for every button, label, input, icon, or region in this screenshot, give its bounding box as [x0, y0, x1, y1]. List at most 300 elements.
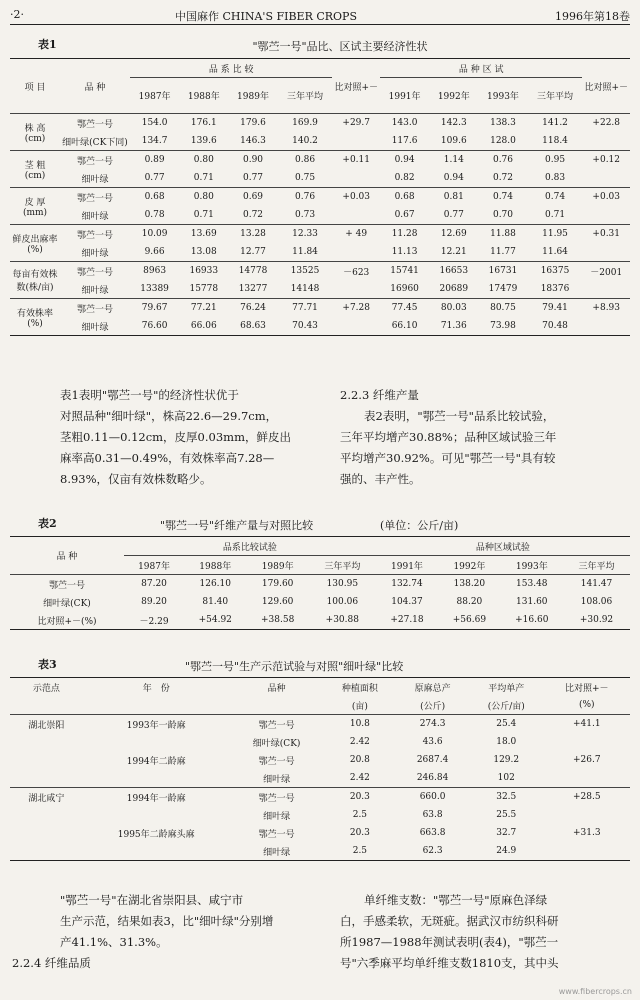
t1-cell: 11.88 [490, 229, 516, 239]
t1-cell [332, 243, 380, 262]
table-row [10, 575, 630, 594]
t1-cell: 77.21 [190, 303, 217, 313]
t2-cell: 131.60 [516, 597, 548, 607]
t1-cell: 12.21 [440, 247, 467, 257]
t2-cell: +54.92 [198, 615, 232, 625]
t1-cell: 0.71 [193, 210, 214, 220]
t1-compare2: 比对照+－ [584, 82, 628, 93]
t1-cell: 138.3 [490, 118, 516, 128]
t3-cell: 663.8 [419, 828, 446, 838]
text-line: 平均增产30.92%。可见"鄂苎一号"具有较 [340, 451, 556, 465]
t1-cell: 70.43 [292, 321, 318, 331]
t1-cell: 66.10 [391, 321, 418, 331]
t2-year: 三年平均 [578, 561, 615, 572]
t1-cell: 77.45 [391, 303, 418, 313]
t1-cell: 0.94 [394, 155, 415, 165]
t3-cell: 32.7 [496, 828, 517, 838]
t1-year: 1992年 [437, 92, 470, 102]
t1-cell: +0.03 [592, 192, 621, 202]
t2-cell: 153.48 [516, 579, 548, 589]
t1-cell: 9.66 [144, 247, 165, 257]
section-heading: 2.2.4 纤维品质 [12, 956, 91, 970]
t1-cell: 16731 [488, 266, 518, 276]
table-row [10, 299, 630, 318]
t3-cell: 1993年一龄麻 [126, 720, 186, 731]
t1-col-item: 项 目 [24, 82, 46, 93]
t1-cell: 176.1 [190, 118, 217, 128]
t1-cell: 0.89 [144, 155, 165, 165]
t3-cell [10, 733, 83, 751]
running-header [10, 6, 630, 25]
text-line: 8.93%，仅亩有效株数略少。 [60, 472, 212, 486]
t2-year: 三年平均 [324, 561, 361, 572]
t3-cell [83, 769, 230, 788]
t1-compare1: 比对照+－ [334, 82, 378, 93]
t1-item-name: 有效株率 [16, 308, 53, 319]
t1-cell: 0.72 [242, 210, 264, 220]
table2-label: 表2 [38, 517, 57, 530]
t3-cell: 660.0 [419, 792, 446, 802]
t3-header: 年 份 [142, 683, 170, 694]
t1-cell [332, 280, 380, 299]
t1-avg: 三年平均 [287, 92, 324, 102]
t1-year: 1993年 [487, 92, 519, 102]
t1-cell: +8.93 [592, 303, 621, 313]
text-line: 产41.1%、31.3%。 [60, 935, 168, 949]
t1-variety: 细叶绿(CK下同) [62, 137, 128, 148]
t1-cell: 80.03 [440, 303, 467, 313]
table-row [10, 842, 630, 861]
table-row [10, 280, 630, 299]
t2-cell: +56.69 [452, 615, 487, 625]
t3-cell [10, 824, 83, 842]
t1-item-name: 皮 厚 [24, 197, 46, 208]
t3-cell: 2.5 [352, 810, 368, 820]
t1-cell: 12.33 [292, 229, 318, 239]
t1-year: 1987年 [138, 92, 171, 102]
t1-cell: 1.14 [443, 155, 464, 165]
table-row [10, 243, 630, 262]
t2-cell: +30.92 [579, 615, 614, 625]
t1-cell: 142.3 [440, 118, 467, 128]
t3-cell: 18.0 [496, 737, 517, 747]
t1-cell: 20689 [439, 284, 469, 294]
t1-variety: 鄂苎一号 [76, 304, 113, 315]
t1-cell [332, 169, 380, 188]
t1-cell: 15778 [189, 284, 219, 294]
t2-cell: 89.20 [141, 597, 167, 607]
t3-subheader [83, 696, 230, 715]
t1-item-unit: (cm) [24, 133, 46, 144]
t1-cell: 16375 [540, 266, 570, 276]
t1-cell: 140.2 [292, 136, 318, 146]
t2-year: 1991年 [391, 561, 423, 572]
t1-item-unit: (cm) [24, 170, 46, 181]
t3-cell: 2.42 [349, 737, 370, 747]
t3-cell: 43.6 [422, 737, 443, 747]
t3-cell: 细叶绿 [263, 774, 291, 785]
t3-cell [10, 751, 83, 769]
t1-cell: 146.3 [240, 136, 266, 146]
t2-cell: 126.10 [199, 579, 231, 589]
t2-cell: 88.20 [456, 597, 483, 607]
t1-cell: 143.0 [391, 118, 418, 128]
table-row [10, 225, 630, 244]
t3-cell: 细叶绿 [263, 847, 291, 858]
t2-cell: 138.20 [453, 579, 486, 589]
t2-year: 1988年 [199, 561, 232, 572]
t1-cell: 79.67 [141, 303, 168, 313]
t1-variety: 鄂苎一号 [76, 156, 113, 167]
t1-cell: 11.95 [542, 229, 568, 239]
text-line: 强的、丰产性。 [340, 472, 421, 486]
text-line: 三年平均增产30.88%；品种区域试验三年 [340, 430, 557, 444]
t3-header: 示范点 [32, 683, 60, 694]
table-row [10, 151, 630, 170]
table3 [10, 677, 630, 861]
t3-cell: 1995年二龄麻头麻 [117, 829, 195, 840]
t2-year: 1987年 [138, 561, 170, 572]
t3-cell: +28.5 [572, 792, 601, 802]
t1-cell: 14148 [290, 284, 320, 294]
t3-cell [544, 806, 630, 824]
t1-cell: 12.77 [240, 247, 266, 257]
t1-cell: +7.28 [342, 303, 370, 313]
t2-cell: +16.60 [515, 615, 549, 625]
t1-cell: 13389 [140, 284, 169, 294]
t1-cell: －623 [343, 267, 370, 278]
t2-cell: +30.88 [325, 615, 359, 625]
t1-cell: 0.74 [545, 192, 566, 202]
t1-cell: 0.95 [545, 155, 566, 165]
t1-variety: 细叶绿 [81, 248, 109, 259]
t1-year: 1991年 [388, 92, 421, 102]
t1-cell: +0.31 [592, 229, 621, 239]
t3-header: 原麻总产 [414, 683, 451, 694]
t1-cell: 13.08 [190, 247, 217, 257]
t3-cell: 20.8 [349, 755, 370, 765]
t1-cell: 134.7 [141, 136, 168, 146]
issue-info: 1996年第18卷 [555, 10, 630, 23]
t1-cell: 13525 [290, 266, 320, 276]
t1-cell [582, 206, 630, 225]
t1-item [10, 225, 60, 262]
t2-group2: 品种区域试验 [376, 537, 630, 556]
text-line: 表1表明"鄂苎一号"的经济性状优于 [60, 388, 239, 402]
t1-cell: 0.73 [295, 210, 316, 220]
t3-cell: 鄂苎一号 [258, 793, 295, 804]
table-row [10, 593, 630, 611]
t1-cell: 179.6 [240, 118, 266, 128]
page-number: ·2· [10, 8, 24, 21]
t1-cell: 0.80 [193, 155, 214, 165]
t3-cell: 20.3 [349, 828, 370, 838]
t1-variety: 鄂苎一号 [76, 230, 113, 241]
table-row [10, 733, 630, 751]
text-line: 生产示范，结果如表3，比"细叶绿"分别增 [60, 914, 274, 928]
t1-cell: 13277 [238, 284, 268, 294]
t1-variety: 鄂苎一号 [76, 119, 113, 130]
table1-label: 表1 [38, 38, 57, 51]
t1-cell: 10.09 [141, 229, 168, 239]
t1-cell: 109.6 [440, 136, 467, 146]
t1-variety: 细叶绿 [81, 174, 109, 185]
t1-cell [332, 317, 380, 336]
t1-item-unit: (%) [27, 318, 43, 329]
t1-item [10, 299, 60, 336]
t1-item-unit: (mm) [22, 207, 48, 218]
t3-cell: 62.3 [422, 846, 443, 856]
table-row [10, 769, 630, 788]
table-row [10, 169, 630, 188]
t1-group1: 品 系 比 较 [130, 59, 332, 78]
t1-cell [582, 243, 630, 262]
t1-cell: 0.75 [295, 173, 316, 183]
t1-variety: 细叶绿 [81, 322, 109, 333]
t3-cell: 246.84 [416, 773, 449, 783]
t3-cell: 129.2 [493, 755, 520, 765]
t1-cell: 0.74 [492, 192, 514, 202]
t2-cell: 141.47 [580, 579, 613, 589]
t3-subheader [10, 696, 83, 715]
t3-cell [544, 769, 630, 788]
t2-cell: 108.06 [580, 597, 613, 607]
t3-header: 比对照+－ [565, 683, 609, 694]
t1-cell: 0.78 [144, 210, 165, 220]
t1-cell: 8963 [143, 266, 167, 276]
t1-cell: 0.86 [295, 155, 316, 165]
t3-cell [83, 806, 230, 824]
text-line: 号"六季麻平均单纤维支数1810支，其中头 [340, 956, 559, 970]
t1-cell [332, 132, 380, 151]
t1-item-name: 鲜皮出麻率 [12, 234, 58, 245]
t1-item-unit: 数(株/亩) [16, 283, 54, 293]
t2-cell: 104.37 [391, 597, 423, 607]
t1-cell: 11.77 [490, 247, 516, 257]
t1-cell: 17479 [488, 284, 518, 294]
watermark: www.fibercrops.cn [558, 987, 632, 996]
t3-subheader: (%) [578, 700, 595, 710]
t2-cell: +38.58 [261, 615, 295, 625]
t1-cell: 70.48 [542, 321, 568, 331]
t3-cell: 细叶绿(CK) [252, 738, 301, 749]
t1-cell: 14778 [238, 266, 268, 276]
t3-cell: 25.5 [496, 810, 517, 820]
t1-year: 1988年 [187, 92, 220, 102]
t1-item [10, 188, 60, 225]
t1-cell: 11.64 [542, 247, 568, 257]
text-line: "鄂苎一号"在湖北省崇阳县、咸宁市 [60, 893, 244, 907]
t1-cell: 0.76 [295, 192, 316, 202]
t1-cell: 128.0 [490, 136, 516, 146]
t3-header: 品种 [267, 683, 286, 694]
t3-cell: 鄂苎一号 [258, 720, 295, 731]
t2-year: 1993年 [515, 561, 548, 572]
t1-cell: 0.81 [443, 192, 464, 202]
t2-cell: 132.74 [391, 579, 423, 589]
t1-cell: 169.9 [292, 118, 318, 128]
table1 [10, 58, 630, 336]
t1-cell: 11.84 [292, 247, 318, 257]
paragraph-table1-summary [60, 385, 322, 490]
t1-cell: －2001 [590, 267, 623, 278]
t2-cell: 87.20 [141, 579, 167, 589]
t1-cell: 0.68 [394, 192, 415, 202]
t1-item-name: 茎 粗 [24, 160, 46, 171]
t1-cell: 0.67 [394, 210, 415, 220]
journal-name: 中国麻作 CHINA'S FIBER CROPS [175, 10, 357, 23]
t3-cell: 20.3 [349, 792, 370, 802]
t2-cell: －2.29 [139, 616, 169, 627]
t1-cell: 0.94 [443, 173, 464, 183]
t2-year: 1992年 [453, 561, 486, 572]
t3-cell [83, 733, 230, 751]
t2-year: 1989年 [261, 561, 294, 572]
t1-cell: 139.6 [190, 136, 217, 146]
t1-cell [332, 206, 380, 225]
t1-variety: 细叶绿 [81, 211, 109, 222]
t3-cell [10, 842, 83, 861]
text-line: 白，手感柔软，无斑疵。据武汉市纺织科研 [340, 914, 559, 928]
t1-cell: +0.11 [342, 155, 370, 165]
t1-item-unit: (%) [27, 244, 43, 255]
t1-cell [582, 132, 630, 151]
t1-cell: 12.69 [440, 229, 467, 239]
t2-cell: 129.60 [261, 597, 294, 607]
t1-cell: 141.2 [542, 118, 568, 128]
t3-subheader: (亩) [351, 701, 368, 712]
t1-cell: +0.12 [592, 155, 621, 165]
table-row [10, 788, 630, 807]
table-row [10, 715, 630, 734]
t1-cell: 16960 [390, 284, 419, 294]
t1-cell: 154.0 [141, 118, 168, 128]
t3-cell: 25.4 [496, 719, 517, 729]
t1-cell: 68.63 [240, 321, 266, 331]
t1-cell: 80.75 [490, 303, 516, 313]
t1-group2: 品 种 区 试 [380, 59, 582, 78]
t1-cell: 0.69 [242, 192, 264, 202]
t1-cell: 0.83 [545, 173, 566, 183]
t1-cell: 0.82 [394, 173, 415, 183]
table2 [10, 536, 630, 630]
t1-cell: 66.06 [190, 321, 217, 331]
text-line: 单纤维支数："鄂苎一号"原麻色泽绿 [364, 893, 548, 907]
t2-col-variety: 品 种 [56, 552, 78, 562]
t1-cell: +22.8 [592, 118, 621, 128]
t3-subheader: (公斤) [420, 701, 446, 712]
t1-cell: 0.77 [242, 173, 264, 183]
t1-cell: 73.98 [490, 321, 516, 331]
t1-item-name: 每亩有效株 [12, 270, 58, 280]
table-row [10, 206, 630, 225]
t1-cell: 0.77 [443, 210, 464, 220]
t3-cell: 2.5 [352, 846, 368, 856]
table-row [10, 188, 630, 207]
t2-group1: 品系比较试验 [124, 537, 376, 556]
t1-cell: +29.7 [342, 118, 370, 128]
t1-col-variety: 品 种 [84, 82, 106, 93]
t3-cell: 2687.4 [416, 755, 449, 765]
t1-cell: +0.03 [342, 192, 370, 202]
t1-cell: 0.71 [193, 173, 214, 183]
t1-cell: 0.70 [492, 210, 514, 220]
t1-cell [582, 317, 630, 336]
t3-cell [83, 842, 230, 861]
t1-cell: 0.77 [144, 173, 165, 183]
table2-unit: (单位：公斤/亩) [380, 519, 459, 532]
t2-cell: 130.95 [326, 579, 359, 589]
t3-cell: 32.5 [496, 792, 517, 802]
table3-title: "鄂苎一号"生产示范试验与对照"细叶绿"比较 [185, 660, 404, 673]
t2-variety: 比对照+－(%) [37, 616, 97, 627]
t1-cell: 77.71 [292, 303, 318, 313]
t3-cell: 湖北咸宁 [28, 793, 65, 804]
t1-cell: 15741 [390, 266, 419, 276]
t3-cell: 2.42 [349, 773, 370, 783]
text-line: 麻率高0.31—0.49%，有效株率高7.28— [60, 451, 275, 465]
t2-cell: +27.18 [390, 615, 424, 625]
t3-cell: +26.7 [572, 755, 601, 765]
t2-variety: 鄂苎一号 [48, 580, 85, 591]
t1-cell: 0.90 [242, 155, 264, 165]
t3-subheader [230, 696, 324, 715]
t1-variety: 细叶绿 [81, 285, 109, 296]
t1-cell: 0.68 [144, 192, 165, 202]
t1-cell: 76.60 [141, 321, 168, 331]
t3-cell: 10.8 [349, 719, 370, 729]
table-row [10, 132, 630, 151]
table-row [10, 824, 630, 842]
t3-cell: 63.8 [422, 810, 443, 820]
text-line: 表2表明，"鄂苎一号"品系比较试验， [364, 409, 555, 423]
t1-item [10, 151, 60, 188]
t1-cell: 18376 [540, 284, 570, 294]
t1-item [10, 114, 60, 151]
paragraph-fiber-count [340, 890, 630, 974]
t1-variety: 鄂苎一号 [76, 267, 113, 278]
t3-cell: 102 [497, 773, 515, 783]
section-heading: 2.2.3 纤维产量 [340, 388, 419, 402]
section-fiber-yield [340, 385, 630, 490]
t1-cell: 11.28 [391, 229, 418, 239]
t3-cell: +41.1 [572, 719, 601, 729]
table1-title: "鄂苎一号"品比、区试主要经济性状 [252, 40, 428, 53]
t3-cell: 24.9 [496, 846, 517, 856]
t1-cell: + 49 [345, 229, 368, 239]
t3-subheader: (公斤/亩) [487, 701, 525, 712]
t3-cell: 鄂苎一号 [258, 756, 295, 767]
text-line: 茎粗0.11—0.12cm，皮厚0.03mm，鲜皮出 [60, 430, 291, 444]
t2-cell: 179.60 [261, 579, 294, 589]
t3-header: 种植面积 [341, 683, 378, 694]
t3-cell: 细叶绿 [263, 811, 291, 822]
t1-variety: 鄂苎一号 [76, 193, 113, 204]
t1-cell [582, 280, 630, 299]
t1-avg: 三年平均 [537, 92, 574, 102]
table3-label: 表3 [38, 658, 57, 671]
t1-cell: 117.6 [391, 136, 418, 146]
t1-year: 1989年 [237, 92, 269, 102]
t1-item [10, 262, 60, 299]
t3-cell [10, 806, 83, 824]
t1-cell: 11.13 [391, 247, 418, 257]
t1-cell [582, 169, 630, 188]
t3-cell [544, 842, 630, 861]
t3-header: 平均单产 [488, 683, 525, 694]
t3-cell: 鄂苎一号 [258, 829, 295, 840]
t1-cell: 16933 [189, 266, 219, 276]
